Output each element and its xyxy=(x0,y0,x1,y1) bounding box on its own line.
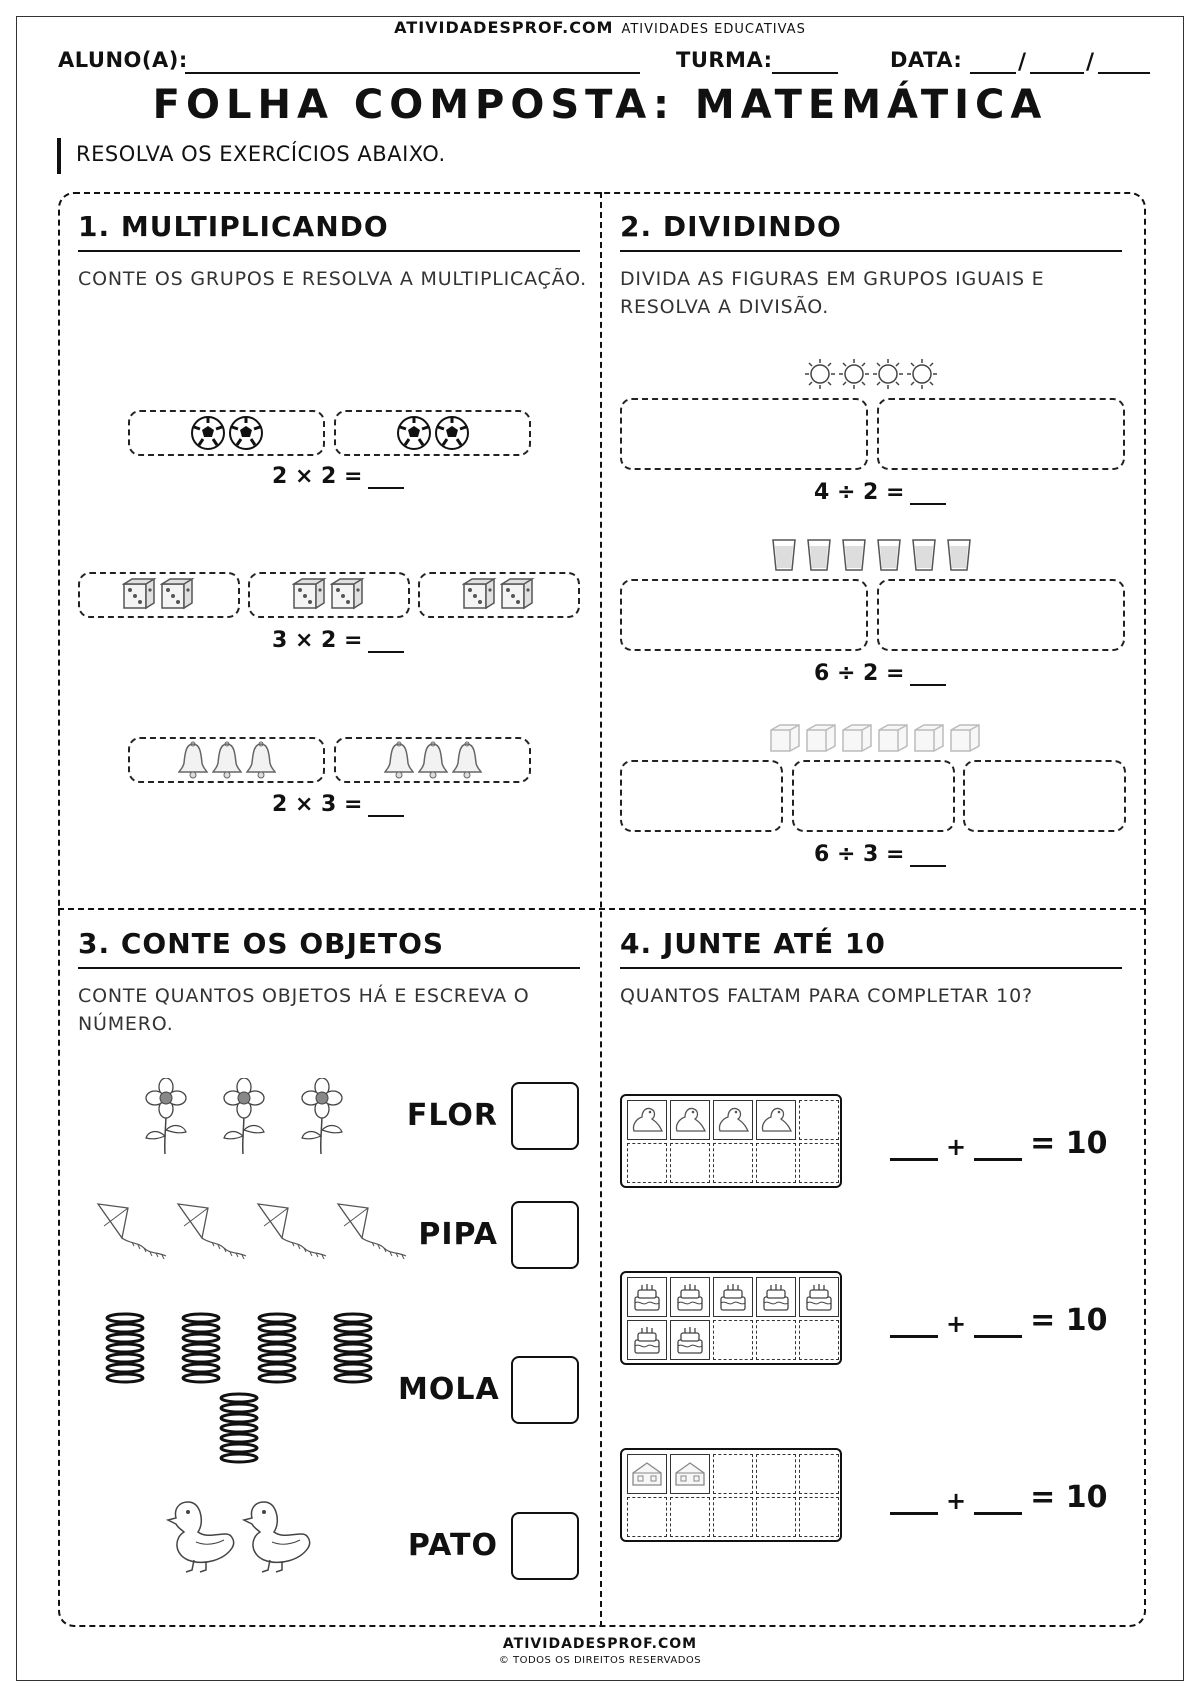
kite-icon xyxy=(254,1200,330,1262)
house-icon xyxy=(630,1459,664,1489)
glass-icon xyxy=(946,538,972,572)
dice-icon xyxy=(462,578,498,612)
equation-text: 2 × 3 = xyxy=(272,792,363,817)
ten-frame-cell xyxy=(627,1454,667,1494)
date-slash: / xyxy=(1086,50,1095,75)
division-box[interactable] xyxy=(963,760,1126,832)
division-box[interactable] xyxy=(620,398,868,470)
answer-box[interactable] xyxy=(511,1512,579,1580)
bell-icon xyxy=(417,741,449,779)
sun-icon xyxy=(872,358,904,390)
section-1-title: 1. MULTIPLICANDO xyxy=(78,210,389,243)
ten-frame xyxy=(620,1448,842,1542)
answer-blank[interactable] xyxy=(890,1489,938,1515)
answer-blank[interactable] xyxy=(368,469,404,489)
cake-icon xyxy=(760,1281,792,1313)
glass-icon xyxy=(876,538,902,572)
dice-icon xyxy=(500,578,536,612)
section-4-desc: QUANTOS FALTAM PARA COMPLETAR 10? xyxy=(620,985,1033,1007)
date-label: DATA: xyxy=(890,48,963,72)
division-box[interactable] xyxy=(620,579,868,651)
equation-text: 2 × 2 = xyxy=(272,464,363,489)
ten-frame-cell xyxy=(756,1100,796,1140)
answer-blank[interactable] xyxy=(910,666,946,686)
spring-icon xyxy=(104,1312,146,1388)
object-label: FLOR xyxy=(406,1098,498,1133)
seal-icon xyxy=(673,1105,707,1135)
ten-frame-cell xyxy=(713,1143,753,1183)
soccer-ball-icon xyxy=(228,415,264,451)
ten-frame-cell xyxy=(713,1497,753,1537)
equation xyxy=(814,480,946,505)
ice-cube-icon xyxy=(840,722,874,754)
answer-box[interactable] xyxy=(511,1356,579,1424)
ten-frame-cell xyxy=(670,1277,710,1317)
ten-frame-cell xyxy=(713,1277,753,1317)
seal-icon xyxy=(716,1105,750,1135)
sun-icon xyxy=(804,358,836,390)
ten-frame-cell xyxy=(799,1497,839,1537)
answer-blank[interactable] xyxy=(974,1312,1022,1338)
item-row xyxy=(771,538,972,572)
equation xyxy=(814,661,946,686)
spring-icon xyxy=(218,1392,260,1468)
footer-rights: © TODOS OS DIREITOS RESERVADOS xyxy=(498,1655,702,1666)
flower-icon xyxy=(296,1078,348,1156)
answer-blank[interactable] xyxy=(974,1489,1022,1515)
ten-frame-cell xyxy=(627,1497,667,1537)
answer-blank[interactable] xyxy=(974,1135,1022,1161)
equation xyxy=(814,842,946,867)
ice-cube-icon xyxy=(876,722,910,754)
cake-icon xyxy=(674,1281,706,1313)
ten-frame-cell xyxy=(627,1143,667,1183)
spring-icon xyxy=(332,1312,374,1388)
object-row xyxy=(104,1312,384,1472)
ten-frame-cell xyxy=(713,1100,753,1140)
section-2-desc: DIVIDA AS FIGURAS EM GRUPOS IGUAIS E RESOLVA A DIVISÃO. xyxy=(620,268,1045,318)
equation xyxy=(272,792,404,817)
instruction-text: RESOLVA OS EXERCÍCIOS ABAIXO. xyxy=(76,142,446,166)
section-3-desc: CONTE QUANTOS OBJETOS HÁ E ESCREVA O NÚMERO. xyxy=(78,985,530,1035)
plus-sign: + xyxy=(946,1310,967,1338)
student-label: ALUNO(A): xyxy=(58,48,188,72)
object-label: PATO xyxy=(407,1528,498,1563)
ten-frame-cell xyxy=(756,1497,796,1537)
section-2-rule xyxy=(620,250,1122,252)
ten-frame-cell xyxy=(627,1320,667,1360)
ten-frame-cell xyxy=(756,1277,796,1317)
equation-text: 6 ÷ 2 = xyxy=(814,661,905,686)
kite-icon xyxy=(94,1200,170,1262)
house-icon xyxy=(673,1459,707,1489)
sun-icon xyxy=(838,358,870,390)
ten-frame-cell xyxy=(756,1454,796,1494)
date-day-line[interactable] xyxy=(970,72,1016,74)
duck-icon xyxy=(242,1498,314,1574)
addition-equation xyxy=(890,1480,1107,1515)
site-name: ATIVIDADESPROF.COM xyxy=(394,18,614,37)
spring-icon xyxy=(256,1312,298,1388)
object-label: MOLA xyxy=(398,1372,500,1407)
page-title: FOLHA COMPOSTA: MATEMÁTICA xyxy=(152,82,1048,128)
ten-frame-cell xyxy=(670,1320,710,1360)
cake-icon xyxy=(717,1281,749,1313)
ten-frame-cell xyxy=(799,1100,839,1140)
glass-icon xyxy=(841,538,867,572)
dice-icon xyxy=(122,578,158,612)
equation-text: 6 ÷ 3 = xyxy=(814,842,905,867)
seal-icon xyxy=(630,1105,664,1135)
duck-icon xyxy=(166,1498,238,1574)
dice-icon xyxy=(330,578,366,612)
spring-icon xyxy=(180,1312,222,1388)
group-box xyxy=(128,737,325,783)
object-label: PIPA xyxy=(418,1217,498,1252)
answer-blank[interactable] xyxy=(890,1312,938,1338)
horizontal-divider xyxy=(58,908,1146,910)
site-tagline: ATIVIDADES EDUCATIVAS xyxy=(621,22,806,37)
bell-icon xyxy=(211,741,243,779)
equation xyxy=(272,464,404,489)
plus-sign: + xyxy=(946,1133,967,1161)
object-row xyxy=(94,1200,410,1262)
glass-icon xyxy=(911,538,937,572)
ice-cube-icon xyxy=(768,722,802,754)
group-box xyxy=(78,572,240,618)
section-3-title: 3. CONTE OS OBJETOS xyxy=(78,927,445,960)
group-box xyxy=(418,572,580,618)
soccer-ball-icon xyxy=(190,415,226,451)
item-row xyxy=(768,722,982,754)
ten-frame-cell xyxy=(627,1277,667,1317)
equals-ten: = 10 xyxy=(1030,1126,1108,1161)
cake-icon xyxy=(631,1324,663,1356)
seal-icon xyxy=(759,1105,793,1135)
flower-icon xyxy=(218,1078,270,1156)
ten-frame-cell xyxy=(713,1454,753,1494)
bell-icon xyxy=(383,741,415,779)
ten-frame-cell xyxy=(627,1100,667,1140)
ten-frame-cell xyxy=(756,1320,796,1360)
answer-box[interactable] xyxy=(511,1082,579,1150)
division-box[interactable] xyxy=(877,398,1125,470)
equals-ten: = 10 xyxy=(1030,1480,1108,1515)
addition-equation xyxy=(890,1126,1107,1161)
ten-frame-cell xyxy=(799,1143,839,1183)
equation xyxy=(272,628,404,653)
kite-icon xyxy=(174,1200,250,1262)
section-3-rule xyxy=(78,967,580,969)
division-box[interactable] xyxy=(620,760,783,832)
date-month-line[interactable] xyxy=(1030,72,1084,74)
class-line[interactable] xyxy=(772,72,838,74)
header-site xyxy=(0,18,1200,37)
equals-ten: = 10 xyxy=(1030,1303,1108,1338)
section-1-rule xyxy=(78,250,580,252)
ten-frame-cell xyxy=(799,1320,839,1360)
answer-box[interactable] xyxy=(511,1201,579,1269)
section-4-title: 4. JUNTE ATÉ 10 xyxy=(620,927,886,960)
ten-frame-cell xyxy=(799,1277,839,1317)
ice-cube-icon xyxy=(948,722,982,754)
section-2-title: 2. DIVIDINDO xyxy=(620,210,842,243)
answer-blank[interactable] xyxy=(910,847,946,867)
ten-frame xyxy=(620,1094,842,1188)
group-box xyxy=(334,737,531,783)
object-row xyxy=(140,1078,348,1156)
object-row xyxy=(166,1498,314,1574)
ice-cube-icon xyxy=(804,722,838,754)
ten-frame-cell xyxy=(670,1100,710,1140)
item-row xyxy=(804,358,938,390)
cake-icon xyxy=(803,1281,835,1313)
bell-icon xyxy=(177,741,209,779)
section-1-desc: CONTE OS GRUPOS E RESOLVA A MULTIPLICAÇÃO. xyxy=(78,268,587,290)
addition-equation xyxy=(890,1303,1107,1338)
ten-frame-cell xyxy=(670,1143,710,1183)
answer-blank[interactable] xyxy=(910,485,946,505)
group-box xyxy=(334,410,531,456)
ten-frame-cell xyxy=(756,1143,796,1183)
instruction-bar xyxy=(57,138,61,174)
student-name-line[interactable] xyxy=(185,72,640,74)
glass-icon xyxy=(771,538,797,572)
equation-text: 3 × 2 = xyxy=(272,628,363,653)
footer-site: ATIVIDADESPROF.COM xyxy=(502,1636,698,1652)
answer-blank[interactable] xyxy=(368,633,404,653)
dice-icon xyxy=(292,578,328,612)
division-box[interactable] xyxy=(792,760,955,832)
section-4-rule xyxy=(620,967,1122,969)
soccer-ball-icon xyxy=(434,415,470,451)
bell-icon xyxy=(245,741,277,779)
ten-frame-cell xyxy=(670,1454,710,1494)
cake-icon xyxy=(631,1281,663,1313)
division-box[interactable] xyxy=(877,579,1125,651)
date-year-line[interactable] xyxy=(1098,72,1150,74)
ten-frame xyxy=(620,1271,842,1365)
equation-text: 4 ÷ 2 = xyxy=(814,480,905,505)
answer-blank[interactable] xyxy=(368,797,404,817)
sun-icon xyxy=(906,358,938,390)
soccer-ball-icon xyxy=(396,415,432,451)
class-label: TURMA: xyxy=(676,48,773,72)
answer-blank[interactable] xyxy=(890,1135,938,1161)
ten-frame-cell xyxy=(670,1497,710,1537)
flower-icon xyxy=(140,1078,192,1156)
group-box xyxy=(128,410,325,456)
ten-frame-cell xyxy=(713,1320,753,1360)
ten-frame-cell xyxy=(799,1454,839,1494)
date-slash: / xyxy=(1018,50,1027,75)
group-box xyxy=(248,572,410,618)
bell-icon xyxy=(451,741,483,779)
plus-sign: + xyxy=(946,1487,967,1515)
glass-icon xyxy=(806,538,832,572)
ice-cube-icon xyxy=(912,722,946,754)
cake-icon xyxy=(674,1324,706,1356)
dice-icon xyxy=(160,578,196,612)
